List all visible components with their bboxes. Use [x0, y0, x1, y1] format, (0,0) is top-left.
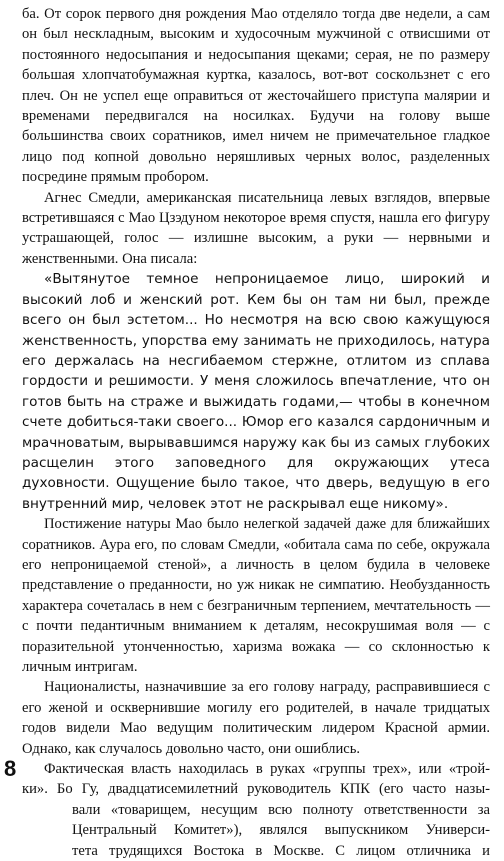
text-line: Центральный Комитет»), являлся выпускником Универси- [72, 822, 490, 839]
book-page [22, 4, 490, 861]
paragraph-2: Агнес Смедли, американская писательница левых взглядов, впервые встретившаяся с Мао Цзэдуном некоторое время спустя, нашла его фигуру устрашающей, голос — излишне высоким, а руки — нервными и женственными. Она писала: [22, 189, 490, 267]
quote-paragraph: «Вытянутое темное непроницаемое лицо, широкий и высокий лоб и женский рот. Кем бы он там ни был, прежде всего он был эстетом... Но несмотря на всю свою кажущуюся женственность, упорства ему занимать не приходилось, натура его держалась на несгибаемом стержне, отлитом из сплава гордости и решимости. У меня сложилось впечатление, что он готов быть на страже и выжидать годами,— чтобы в конечном счете добиться-таки своего... Юмор его казался сардоничным и мрачноватым, вырывавшимся наружу как бы из самых глубоких расщелин этого заповедного для окружающих утеса духовности. Ощущение было такое, что дверь, ведущую в его внутренний мир, человек этот не раскрывал еще никому». [22, 271, 490, 512]
paragraph-6 [22, 759, 490, 861]
text-line: Фактическая власть находилась в руках «группы трех», или «трой- [44, 761, 490, 778]
text-line: тета трудящихся Востока в Москве. С лицом отличника и [72, 842, 490, 859]
text-line: ки». Бо Гу, двадцатисемилетний руководитель КПК (его часто назы- [22, 781, 490, 798]
paragraph-4: Постижение натуры Мао было нелегкой задачей даже для ближайших соратников. Аура его, по словам Смедли, «обитала сама по себе, окружала его непроницаемой стеной», а личность в целом будила в человеке представление о преданности, но уж никак не симпатию. Необузданность характера сочеталась в нем с безграничным терпением, мечтательность — с почти педантичным вниманием к деталям, несокрушимая воля — с поразительной утонченностью, харизма вожака — со склонностью к личным интригам. [22, 516, 490, 675]
text-line: вали «товарищем, несущим всю полноту ответственности за [72, 801, 490, 818]
paragraph-5: Националисты, назначившие за его голову награду, расправившиеся с его женой и осквернившие могилу его родителей, в начале тридцатых годов видели Мао ведущим политическим лидером Красной армии. Однако, как случалось довольно часто, они ошиблись. [22, 679, 490, 757]
page-number: 8 [4, 756, 17, 781]
paragraph-1: ба. От сорок первого дня рождения Мао отделяло тогда две недели, а сам он был нескладным, высоким и худосочным мужчиной с отвисшими от постоянного недосыпания и недосыпания щеками; серая, не по размеру большая хлопчатобумажная куртка, казалось, вот-вот соскользнет с его плеч. Он не успел еще оправиться от жесточайшего приступа малярии и временами передвигался на носилках. Будучи на голову выше большинства своих соратников, имел ничем не примечательное гладкое лицо под копной довольно неряшливых черных волос, разделенных посредине прямым пробором. [22, 6, 490, 186]
